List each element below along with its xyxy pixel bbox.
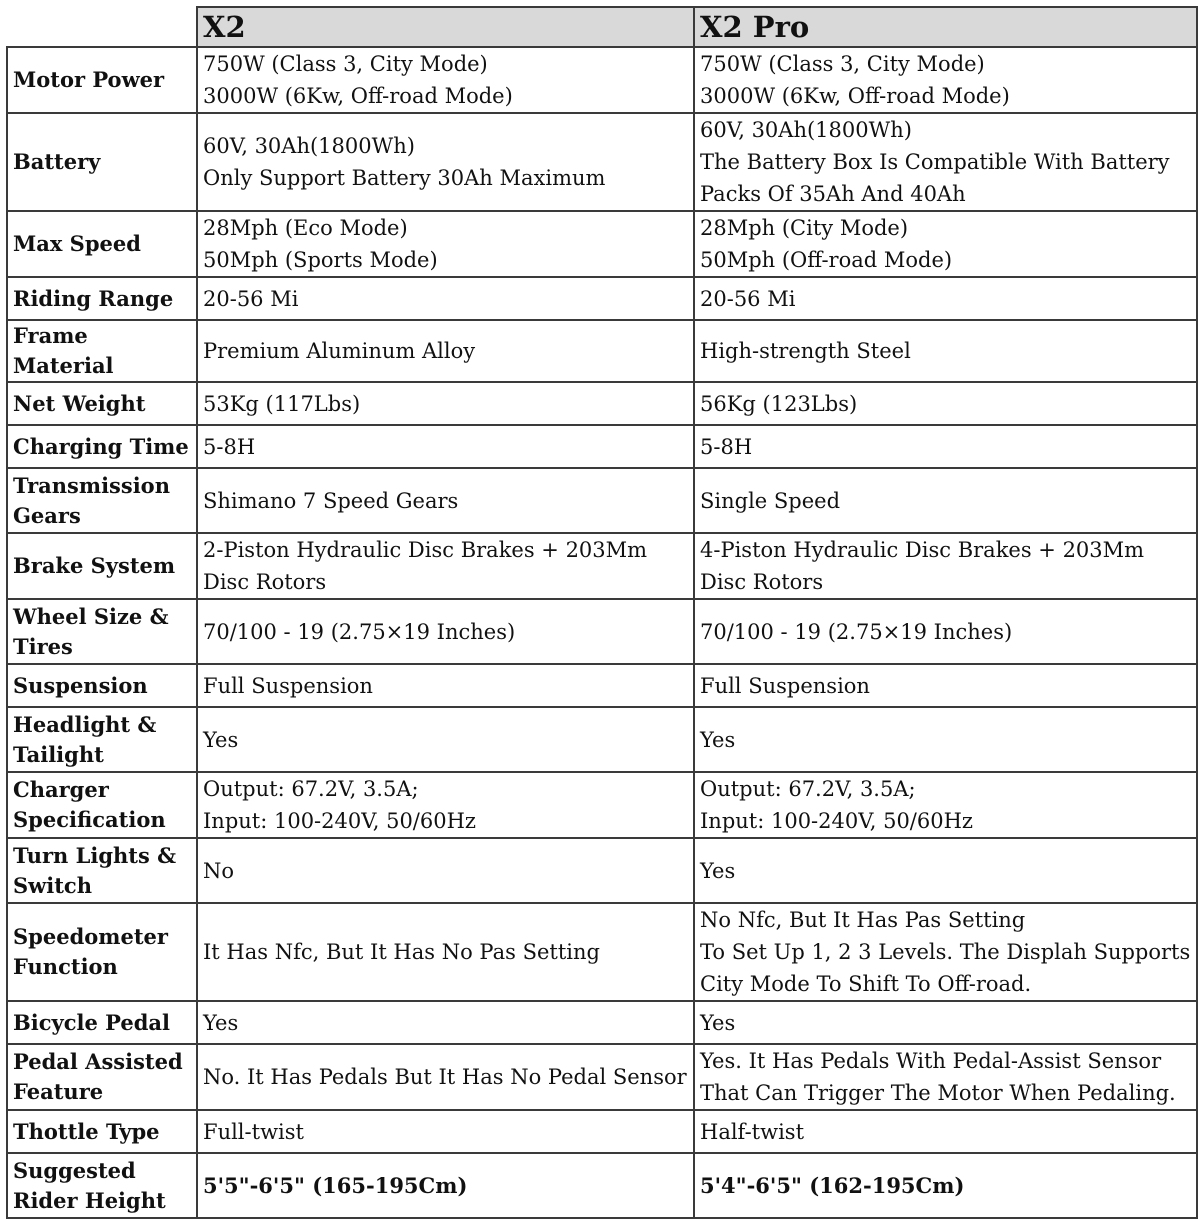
table-row xyxy=(7,425,1197,468)
table-row xyxy=(7,903,1197,1001)
value-line: Full Suspension xyxy=(700,673,870,698)
table-row xyxy=(7,707,1197,772)
header-blank-cell xyxy=(7,7,197,47)
value-line: Full-twist xyxy=(203,1119,304,1144)
x2-value-net-weight xyxy=(197,382,694,425)
x2-pro-value-wheel-size-tires xyxy=(694,599,1197,664)
value-line: Yes xyxy=(700,858,736,883)
spec-comparison-table xyxy=(6,6,1198,1219)
value-line: To Set Up 1, 2 3 Levels. The Displah Supports xyxy=(700,940,1191,964)
value-line: 5-8H xyxy=(203,434,256,459)
table-row xyxy=(7,599,1197,664)
row-label-bicycle-pedal: Bicycle Pedal xyxy=(7,1001,197,1044)
x2-value-brake-system xyxy=(197,533,694,599)
value-line: Only Support Battery 30Ah Maximum xyxy=(203,166,606,190)
x2-value-thottle-type xyxy=(197,1110,694,1153)
table-row xyxy=(7,468,1197,533)
row-label-speedometer-function: Speedometer Function xyxy=(7,903,197,1001)
value-line: 20-56 Mi xyxy=(700,286,796,311)
value-line: 3000W (6Kw, Off-road Mode) xyxy=(700,84,1010,108)
value-line: 60V, 30Ah(1800Wh) xyxy=(700,118,912,142)
value-line: Packs Of 35Ah And 40Ah xyxy=(700,182,966,206)
value-line: 53Kg (117Lbs) xyxy=(203,391,361,416)
row-label-pedal-assisted-feature: Pedal Assisted Feature xyxy=(7,1044,197,1110)
x2-pro-value-thottle-type xyxy=(694,1110,1197,1153)
x2-pro-value-pedal-assisted-feature xyxy=(694,1044,1197,1110)
value-line: That Can Trigger The Motor When Pedaling. xyxy=(700,1081,1176,1105)
x2-pro-value-battery xyxy=(694,113,1197,211)
table-row xyxy=(7,320,1197,382)
value-line: 60V, 30Ah(1800Wh) xyxy=(203,134,415,158)
table-row xyxy=(7,664,1197,707)
value-line: Full Suspension xyxy=(203,673,373,698)
x2-value-max-speed xyxy=(197,211,694,277)
x2-value-speedometer-function xyxy=(197,903,694,1001)
value-line: 5-8H xyxy=(700,434,753,459)
row-label-max-speed: Max Speed xyxy=(7,211,197,277)
row-label-wheel-size-tires: Wheel Size & Tires xyxy=(7,599,197,664)
value-line: 50Mph (Sports Mode) xyxy=(203,248,438,272)
value-line: 2-Piston Hydraulic Disc Brakes + 203Mm xyxy=(203,538,648,562)
x2-value-charging-time xyxy=(197,425,694,468)
value-line: The Battery Box Is Compatible With Battery xyxy=(700,150,1170,174)
value-line: No xyxy=(203,858,235,883)
x2-pro-value-headlight-tailight xyxy=(694,707,1197,772)
value-line: Half-twist xyxy=(700,1119,805,1144)
value-line: 50Mph (Off-road Mode) xyxy=(700,248,953,272)
x2-pro-value-transmission-gears xyxy=(694,468,1197,533)
row-label-net-weight: Net Weight xyxy=(7,382,197,425)
value-line: Shimano 7 Speed Gears xyxy=(203,488,459,513)
row-label-thottle-type: Thottle Type xyxy=(7,1110,197,1153)
table-row xyxy=(7,47,1197,113)
value-line: 4-Piston Hydraulic Disc Brakes + 203Mm xyxy=(700,538,1145,562)
table-row xyxy=(7,382,1197,425)
row-label-battery: Battery xyxy=(7,113,197,211)
header-row xyxy=(7,7,1197,47)
x2-pro-value-motor-power xyxy=(694,47,1197,113)
value-line: Disc Rotors xyxy=(700,570,824,594)
x2-value-turn-lights-switch xyxy=(197,838,694,903)
table-row xyxy=(7,211,1197,277)
x2-pro-value-max-speed xyxy=(694,211,1197,277)
value-line: 28Mph (Eco Mode) xyxy=(203,216,408,240)
x2-value-transmission-gears xyxy=(197,468,694,533)
value-line: 70/100 - 19 (2.75×19 Inches) xyxy=(700,619,1013,644)
x2-pro-value-frame-material xyxy=(694,320,1197,382)
row-label-headlight-tailight: Headlight & Tailight xyxy=(7,707,197,772)
x2-pro-value-suggested-rider-height xyxy=(694,1153,1197,1218)
value-line: Disc Rotors xyxy=(203,570,327,594)
table-row xyxy=(7,1110,1197,1153)
value-line: High-strength Steel xyxy=(700,339,911,363)
x2-value-charger-specification xyxy=(197,772,694,838)
row-label-suggested-rider-height: Suggested Rider Height xyxy=(7,1153,197,1218)
table-row xyxy=(7,1001,1197,1044)
value-line: Single Speed xyxy=(700,488,841,513)
x2-value-riding-range xyxy=(197,277,694,320)
x2-value-suggested-rider-height xyxy=(197,1153,694,1218)
table-row xyxy=(7,772,1197,838)
value-line: 3000W (6Kw, Off-road Mode) xyxy=(203,84,513,108)
value-line: Output: 67.2V, 3.5A; xyxy=(203,777,419,801)
row-label-riding-range: Riding Range xyxy=(7,277,197,320)
value-line: Input: 100-240V, 50/60Hz xyxy=(700,809,973,833)
value-line: 750W (Class 3, City Mode) xyxy=(700,52,985,76)
table-row xyxy=(7,838,1197,903)
x2-value-pedal-assisted-feature xyxy=(197,1044,694,1110)
table-row xyxy=(7,277,1197,320)
value-line: Premium Aluminum Alloy xyxy=(203,339,476,363)
value-line: No Nfc, But It Has Pas Setting xyxy=(700,908,1026,932)
header-x2-pro: X2 Pro xyxy=(694,7,1197,47)
x2-value-suspension xyxy=(197,664,694,707)
value-line: 70/100 - 19 (2.75×19 Inches) xyxy=(203,619,516,644)
row-label-brake-system: Brake System xyxy=(7,533,197,599)
table-row xyxy=(7,113,1197,211)
value-line: 5'4"-6'5" (162-195Cm) xyxy=(700,1172,965,1198)
x2-value-frame-material xyxy=(197,320,694,382)
value-line: 28Mph (City Mode) xyxy=(700,216,909,240)
value-line: Input: 100-240V, 50/60Hz xyxy=(203,809,476,833)
header-x2: X2 xyxy=(197,7,694,47)
x2-pro-value-speedometer-function xyxy=(694,903,1197,1001)
row-label-suspension: Suspension xyxy=(7,664,197,707)
value-line: Yes xyxy=(203,1010,239,1035)
value-line: 5'5"-6'5" (165-195Cm) xyxy=(203,1172,468,1198)
x2-value-motor-power xyxy=(197,47,694,113)
x2-pro-value-net-weight xyxy=(694,382,1197,425)
row-label-frame-material: Frame Material xyxy=(7,320,197,382)
spec-body xyxy=(7,47,1197,1218)
row-label-charger-specification: Charger Specification xyxy=(7,772,197,838)
value-line: Yes xyxy=(203,727,239,752)
value-line: Yes xyxy=(700,727,736,752)
row-label-motor-power: Motor Power xyxy=(7,47,197,113)
x2-pro-value-bicycle-pedal xyxy=(694,1001,1197,1044)
x2-pro-value-suspension xyxy=(694,664,1197,707)
x2-value-bicycle-pedal xyxy=(197,1001,694,1044)
x2-pro-value-charging-time xyxy=(694,425,1197,468)
row-label-charging-time: Charging Time xyxy=(7,425,197,468)
table-row xyxy=(7,1153,1197,1218)
x2-value-wheel-size-tires xyxy=(197,599,694,664)
x2-value-battery xyxy=(197,113,694,211)
value-line: It Has Nfc, But It Has No Pas Setting xyxy=(203,940,600,964)
value-line: Output: 67.2V, 3.5A; xyxy=(700,777,916,801)
value-line: Yes. It Has Pedals With Pedal-Assist Sensor xyxy=(700,1049,1162,1073)
x2-pro-value-riding-range xyxy=(694,277,1197,320)
x2-pro-value-turn-lights-switch xyxy=(694,838,1197,903)
value-line: 20-56 Mi xyxy=(203,286,299,311)
row-label-transmission-gears: Transmission Gears xyxy=(7,468,197,533)
value-line: 56Kg (123Lbs) xyxy=(700,391,858,416)
x2-pro-value-brake-system xyxy=(694,533,1197,599)
value-line: No. It Has Pedals But It Has No Pedal Sensor xyxy=(203,1065,687,1089)
table-row xyxy=(7,1044,1197,1110)
value-line: Yes xyxy=(700,1010,736,1035)
row-label-turn-lights-switch: Turn Lights & Switch xyxy=(7,838,197,903)
value-line: City Mode To Shift To Off-road. xyxy=(700,972,1032,996)
x2-value-headlight-tailight xyxy=(197,707,694,772)
table-row xyxy=(7,533,1197,599)
value-line: 750W (Class 3, City Mode) xyxy=(203,52,488,76)
x2-pro-value-charger-specification xyxy=(694,772,1197,838)
